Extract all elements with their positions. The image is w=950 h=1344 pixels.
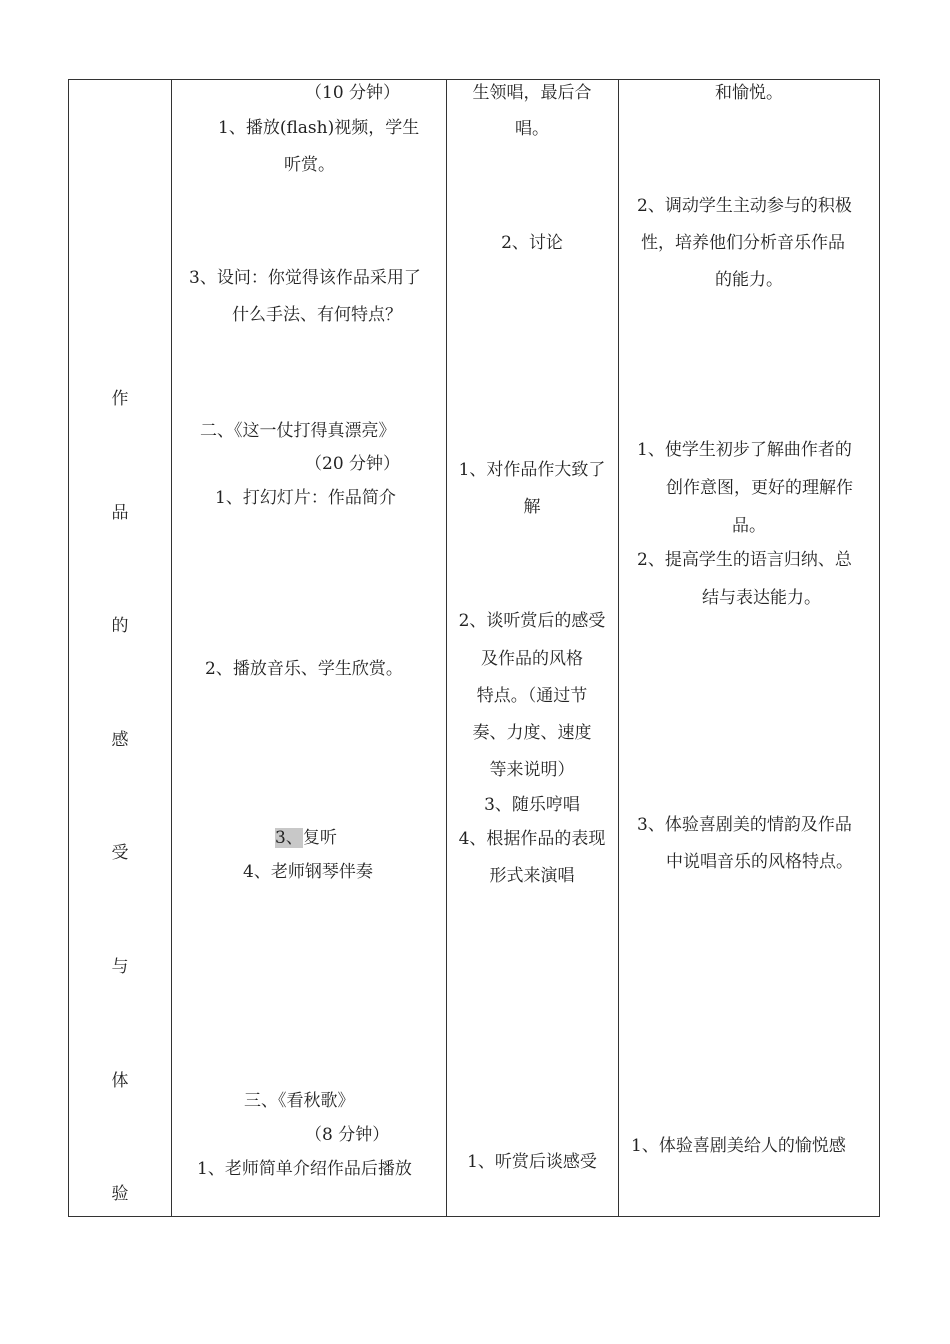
section-title: 二、《这一仗打得真漂亮》 <box>200 421 396 441</box>
section-label-char: 感 <box>111 730 129 750</box>
column-divider <box>171 79 172 1217</box>
design-intent: 2、调动学生主动参与的积极 <box>637 196 852 216</box>
section-label-char: 品 <box>111 503 129 523</box>
section-label-char: 与 <box>111 957 129 977</box>
design-intent: 中说唱音乐的风格特点。 <box>666 852 853 872</box>
student-activity: 等来说明） <box>489 760 575 780</box>
design-intent: 3、体验喜剧美的情韵及作品 <box>637 815 852 835</box>
section-time: （8 分钟） <box>305 1125 390 1145</box>
student-activity: 解 <box>523 497 541 517</box>
student-activity: 4、根据作品的表现 <box>458 829 606 849</box>
student-activity: 3、随乐哼唱 <box>484 795 580 815</box>
student-activity: 生领唱，最后合 <box>472 83 592 103</box>
student-activity: 1、听赏后谈感受 <box>467 1152 597 1172</box>
activity-text: 3、设问：你觉得该作品采用了 <box>189 268 421 288</box>
design-intent: 和愉悦。 <box>715 83 783 103</box>
section-label-char: 受 <box>111 843 129 863</box>
activity-text: 1、播放(flash)视频，学生 <box>218 118 420 138</box>
column-divider <box>618 79 619 1217</box>
student-activity: 形式来演唱 <box>489 866 575 886</box>
activity-text: 听赏。 <box>284 155 335 175</box>
design-intent: 创作意图，更好的理解作 <box>666 478 853 498</box>
activity-text: 4、老师钢琴伴奏 <box>243 862 373 882</box>
design-intent: 1、使学生初步了解曲作者的 <box>637 440 852 460</box>
design-intent: 2、提高学生的语言归纳、总 <box>637 550 852 570</box>
section-label-char: 的 <box>111 616 129 636</box>
activity-text: 2、播放音乐、学生欣赏。 <box>205 659 403 679</box>
activity-text: 3、复听 <box>275 828 337 848</box>
student-activity: 及作品的风格 <box>481 649 583 669</box>
activity-text: 1、老师简单介绍作品后播放 <box>197 1159 412 1179</box>
section-time: （20 分钟） <box>305 454 401 474</box>
section-time: （10 分钟） <box>305 83 401 103</box>
design-intent: 1、体验喜剧美给人的愉悦感 <box>631 1136 846 1156</box>
student-activity: 2、讨论 <box>501 233 563 253</box>
section-label-char: 体 <box>111 1071 129 1091</box>
student-activity: 唱。 <box>515 119 549 139</box>
student-activity: 奏、力度、速度 <box>472 723 592 743</box>
highlighted-number: 3、 <box>275 828 303 848</box>
section-label-char: 验 <box>111 1184 129 1204</box>
student-activity: 特点。（通过节 <box>476 686 588 706</box>
design-intent: 结与表达能力。 <box>702 588 821 608</box>
section-label-char: 作 <box>111 389 129 409</box>
design-intent: 品。 <box>732 516 766 536</box>
activity-text: 什么手法、有何特点？ <box>232 305 402 325</box>
design-intent: 的能力。 <box>715 270 783 290</box>
activity-text: 1、打幻灯片：作品简介 <box>215 488 396 508</box>
section-title: 三、《看秋歌》 <box>244 1091 355 1111</box>
student-activity: 2、谈听赏后的感受 <box>458 611 606 631</box>
design-intent: 性，培养他们分析音乐作品 <box>641 233 845 253</box>
student-activity: 1、对作品作大致了 <box>458 460 606 480</box>
